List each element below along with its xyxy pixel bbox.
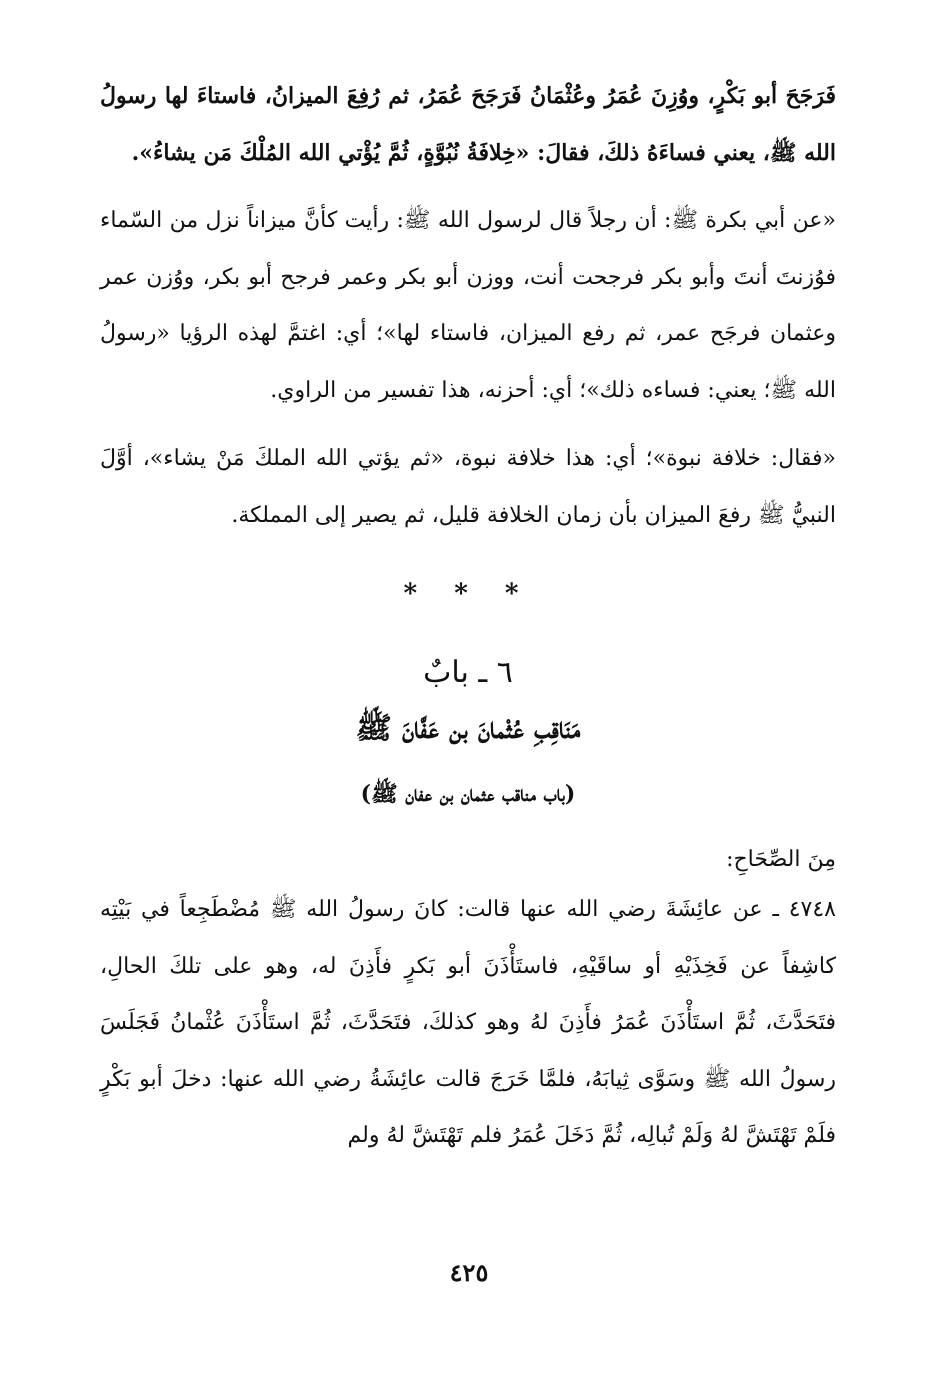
paragraph-commentary-1: «عن أبي بكرة ﷺ: أن رجلاً قال لرسول الله ﷺ: رأيت كأنَّ ميزاناً نزل من السّماء فوُزنتَ أنتَ وأبو بكر فرجحت أنت، ووزن أبو بكر وعمر فرجح أبو بكر، ووُزن عمر وعثمان فرجَح عمر، ثم رفع الميزان، فاستاء لها»؛ أي: اغتمَّ لهذه الرؤيا «رسولُ الله ﷺ؛ يعني: فساءه ذلك»؛ أي: أحزنه، هذا تفسير من الراوي. bbox=[100, 208, 836, 403]
paragraph-gap bbox=[100, 419, 836, 431]
section-separator: * * * bbox=[403, 579, 533, 609]
page-content bbox=[100, 68, 836, 1165]
paragraph-commentary-2: «فقال: خلافة نبوة»؛ أي: هذا خلافة نبوة، «ثم يؤتي الله الملكَ مَنْ يشاء»، أوَّلَ النبيُّ ﷺ رفعَ الميزان بأن زمان الخلافة قليل، ثم يصير إلى المملكة. bbox=[100, 446, 836, 528]
section-label: مِنَ الصِّحَاحِ: bbox=[726, 847, 836, 872]
chapter-number: ٦ ـ بابٌ bbox=[423, 655, 513, 690]
paragraph-hadith-4748: ٤٧٤٨ ـ عن عائِشَةَ رضي الله عنها قالت: كانَ رسولُ الله ﷺ مُضْطَجِعاً في بَيْتِه كاشِفاً عن فَخِذَيْهِ أو ساقَيْهِ، فاستَأْذَنَ أبو بَكرٍ فأَذِنَ له، وهو على تلكَ الحالِ، فتَحَدَّثَ، ثُمَّ استَأْذَنَ عُمَرُ فأَذِنَ لهُ وهو كذلكَ، فتَحَدَّثَ، ثُمَّ استَأْذَنَ عُثْمانُ فَجَلَسَ رسولُ الله ﷺ وسَوَّى ثِيابَهُ، فلمَّا خَرَجَ قالت عائِشَةُ رضي الله عنها: دخلَ أبو بَكْرٍ فلَمْ تَهْتَشَّ لهُ وَلَمْ تُبالِه، ثُمَّ دَخَلَ عُمَرُ فلم تَهْتَشَّ لهُ ولم bbox=[100, 897, 837, 1148]
page-number: ٤٢٥ bbox=[449, 1258, 489, 1287]
chapter-title: مَنَاقِبِ عُثْمانَ بن عَفَّانَ ﷺ bbox=[355, 711, 581, 746]
paragraph-gap bbox=[100, 181, 836, 193]
paragraph-hadith-text: فَرَجَحَ أبو بَكْرٍ، ووُزِنَ عُمَرُ وعُثْمَانُ فَرَجَحَ عُمَرُ، ثم رُفِعَ الميزانُ، فاستاءَ لها رسولُ الله ﷺ، يعني فساءَهُ ذلكَ، فقالَ: «خِلافَةُ نُبُوَّةٍ، ثُمَّ يُؤْتي الله المُلْكَ مَن يشاءُ». bbox=[100, 83, 836, 166]
chapter-subtitle: (باب مناقب عثمان بن عفان ﷺ) bbox=[360, 781, 576, 807]
